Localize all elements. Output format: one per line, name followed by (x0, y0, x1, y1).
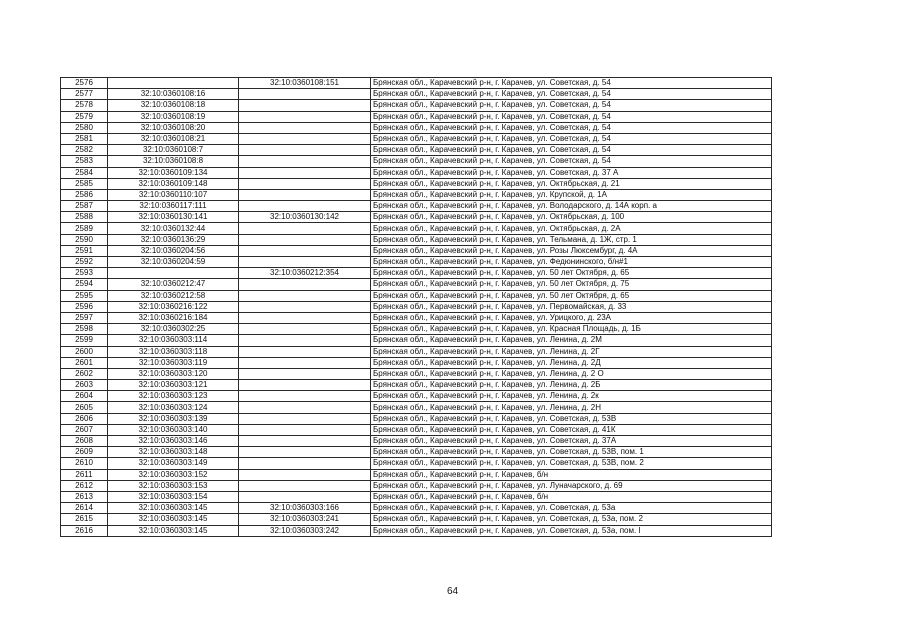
cadastral-number-cell: 32:10:0360136:29 (108, 234, 239, 245)
cadastral-number-cell: 32:10:0360108:8 (108, 156, 239, 167)
table-row (61, 312, 772, 323)
table-row (61, 212, 772, 223)
row-number-cell: 2615 (61, 514, 108, 525)
linked-cadastral-number-cell (239, 145, 371, 156)
address-cell: Брянская обл., Карачевский р-н, г. Карачев, ул. Октябрьская, д. 21 (371, 178, 772, 189)
row-number-cell: 2605 (61, 402, 108, 413)
table-row (61, 167, 772, 178)
row-number-cell: 2594 (61, 279, 108, 290)
address-cell: Брянская обл., Карачевский р-н, г. Карачев, ул. Советская, д. 53В, пом. 1 (371, 447, 772, 458)
table-row (61, 480, 772, 491)
address-cell: Брянская обл., Карачевский р-н, г. Карачев, ул. Советская, д. 54 (371, 156, 772, 167)
registry-table-body (61, 78, 772, 537)
table-row (61, 122, 772, 133)
linked-cadastral-number-cell (239, 245, 371, 256)
row-number-cell: 2588 (61, 212, 108, 223)
cadastral-number-cell: 32:10:0360303:145 (108, 514, 239, 525)
table-row (61, 335, 772, 346)
address-cell: Брянская обл., Карачевский р-н, г. Карачев, ул. Ленина, д. 2к (371, 391, 772, 402)
linked-cadastral-number-cell (239, 133, 371, 144)
table-row (61, 301, 772, 312)
linked-cadastral-number-cell (239, 167, 371, 178)
linked-cadastral-number-cell (239, 122, 371, 133)
table-row (61, 469, 772, 480)
cadastral-number-cell: 32:10:0360132:44 (108, 223, 239, 234)
address-cell: Брянская обл., Карачевский р-н, г. Карачев, ул. Володарского, д. 14А корп. а (371, 201, 772, 212)
table-row (61, 178, 772, 189)
linked-cadastral-number-cell (239, 346, 371, 357)
linked-cadastral-number-cell (239, 357, 371, 368)
linked-cadastral-number-cell (239, 178, 371, 189)
table-row (61, 503, 772, 514)
address-cell: Брянская обл., Карачевский р-н, г. Карачев, ул. Советская, д. 54 (371, 111, 772, 122)
table-row (61, 436, 772, 447)
address-cell: Брянская обл., Карачевский р-н, г. Карачев, ул. Красная Площадь, д. 1Б (371, 324, 772, 335)
address-cell: Брянская обл., Карачевский р-н, г. Карачев, ул. Октябрьская, д. 100 (371, 212, 772, 223)
linked-cadastral-number-cell (239, 480, 371, 491)
table-row (61, 346, 772, 357)
cadastral-number-cell: 32:10:0360303:123 (108, 391, 239, 402)
cadastral-number-cell: 32:10:0360303:154 (108, 491, 239, 502)
linked-cadastral-number-cell (239, 156, 371, 167)
cadastral-number-cell (108, 268, 239, 279)
address-cell: Брянская обл., Карачевский р-н, г. Карачев, ул. 50 лет Октября, д. 65 (371, 290, 772, 301)
table-row (61, 156, 772, 167)
cadastral-number-cell: 32:10:0360109:148 (108, 178, 239, 189)
cadastral-number-cell: 32:10:0360212:47 (108, 279, 239, 290)
table-row (61, 491, 772, 502)
row-number-cell: 2608 (61, 436, 108, 447)
table-row (61, 380, 772, 391)
address-cell: Брянская обл., Карачевский р-н, г. Карачев, ул. Луначарского, д. 69 (371, 480, 772, 491)
table-row (61, 525, 772, 536)
linked-cadastral-number-cell (239, 436, 371, 447)
address-cell: Брянская обл., Карачевский р-н, г. Карачев, ул. Первомайская, д. 33 (371, 301, 772, 312)
cadastral-number-cell: 32:10:0360303:119 (108, 357, 239, 368)
cadastral-number-cell: 32:10:0360204:56 (108, 245, 239, 256)
cadastral-number-cell: 32:10:0360108:19 (108, 111, 239, 122)
linked-cadastral-number-cell (239, 100, 371, 111)
row-number-cell: 2602 (61, 368, 108, 379)
cadastral-number-cell: 32:10:0360216:184 (108, 312, 239, 323)
address-cell: Брянская обл., Карачевский р-н, г. Карачев, ул. Ленина, д. 2Н (371, 402, 772, 413)
row-number-cell: 2604 (61, 391, 108, 402)
row-number-cell: 2614 (61, 503, 108, 514)
address-cell: Брянская обл., Карачевский р-н, г. Карачев, ул. Советская, д. 54 (371, 78, 772, 89)
linked-cadastral-number-cell (239, 301, 371, 312)
row-number-cell: 2606 (61, 413, 108, 424)
address-cell: Брянская обл., Карачевский р-н, г. Карачев, б/н (371, 491, 772, 502)
row-number-cell: 2610 (61, 458, 108, 469)
linked-cadastral-number-cell: 32:10:0360108:151 (239, 78, 371, 89)
address-cell: Брянская обл., Карачевский р-н, г. Карачев, ул. Крупской, д. 1А (371, 189, 772, 200)
cadastral-number-cell: 32:10:0360212:58 (108, 290, 239, 301)
cadastral-number-cell: 32:10:0360204:59 (108, 257, 239, 268)
cadastral-number-cell: 32:10:0360303:114 (108, 335, 239, 346)
cadastral-number-cell: 32:10:0360117:111 (108, 201, 239, 212)
row-number-cell: 2583 (61, 156, 108, 167)
row-number-cell: 2601 (61, 357, 108, 368)
address-cell: Брянская обл., Карачевский р-н, г. Карачев, ул. Советская, д. 53а, пом. 2 (371, 514, 772, 525)
row-number-cell: 2599 (61, 335, 108, 346)
linked-cadastral-number-cell (239, 380, 371, 391)
address-cell: Брянская обл., Карачевский р-н, г. Карачев, ул. Розы Люксембург, д. 4А (371, 245, 772, 256)
address-cell: Брянская обл., Карачевский р-н, г. Карачев, ул. 50 лет Октября, д. 75 (371, 279, 772, 290)
linked-cadastral-number-cell (239, 391, 371, 402)
address-cell: Брянская обл., Карачевский р-н, г. Карачев, ул. Советская, д. 53а (371, 503, 772, 514)
row-number-cell: 2591 (61, 245, 108, 256)
address-cell: Брянская обл., Карачевский р-н, г. Карачев, ул. Тельмана, д. 1Ж, стр. 1 (371, 234, 772, 245)
linked-cadastral-number-cell: 32:10:0360212:354 (239, 268, 371, 279)
cadastral-number-cell: 32:10:0360303:152 (108, 469, 239, 480)
row-number-cell: 2584 (61, 167, 108, 178)
table-row (61, 402, 772, 413)
row-number-cell: 2611 (61, 469, 108, 480)
linked-cadastral-number-cell: 32:10:0360303:242 (239, 525, 371, 536)
registry-table (60, 77, 772, 537)
linked-cadastral-number-cell (239, 111, 371, 122)
row-number-cell: 2587 (61, 201, 108, 212)
row-number-cell: 2582 (61, 145, 108, 156)
linked-cadastral-number-cell (239, 368, 371, 379)
cadastral-number-cell: 32:10:0360303:118 (108, 346, 239, 357)
linked-cadastral-number-cell: 32:10:0360303:166 (239, 503, 371, 514)
table-row (61, 234, 772, 245)
linked-cadastral-number-cell (239, 223, 371, 234)
row-number-cell: 2585 (61, 178, 108, 189)
cadastral-number-cell: 32:10:0360303:139 (108, 413, 239, 424)
row-number-cell: 2579 (61, 111, 108, 122)
cadastral-number-cell: 32:10:0360303:140 (108, 424, 239, 435)
table-row (61, 279, 772, 290)
row-number-cell: 2603 (61, 380, 108, 391)
cadastral-number-cell: 32:10:0360110:107 (108, 189, 239, 200)
linked-cadastral-number-cell: 32:10:0360303:241 (239, 514, 371, 525)
table-row (61, 201, 772, 212)
address-cell: Брянская обл., Карачевский р-н, г. Карачев, ул. Ленина, д. 2Г (371, 346, 772, 357)
address-cell: Брянская обл., Карачевский р-н, г. Карачев, ул. Советская, д. 41К (371, 424, 772, 435)
cadastral-number-cell: 32:10:0360130:141 (108, 212, 239, 223)
address-cell: Брянская обл., Карачевский р-н, г. Карачев, ул. Советская, д. 54 (371, 122, 772, 133)
row-number-cell: 2598 (61, 324, 108, 335)
row-number-cell: 2596 (61, 301, 108, 312)
table-row (61, 447, 772, 458)
table-row (61, 413, 772, 424)
address-cell: Брянская обл., Карачевский р-н, г. Карачев, ул. Октябрьская, д. 2А (371, 223, 772, 234)
table-row (61, 514, 772, 525)
linked-cadastral-number-cell (239, 413, 371, 424)
row-number-cell: 2613 (61, 491, 108, 502)
table-row (61, 368, 772, 379)
cadastral-number-cell: 32:10:0360303:149 (108, 458, 239, 469)
linked-cadastral-number-cell (239, 402, 371, 413)
cadastral-number-cell: 32:10:0360303:120 (108, 368, 239, 379)
linked-cadastral-number-cell (239, 312, 371, 323)
address-cell: Брянская обл., Карачевский р-н, г. Карачев, ул. Советская, д. 53В (371, 413, 772, 424)
cadastral-number-cell: 32:10:0360303:121 (108, 380, 239, 391)
cadastral-number-cell: 32:10:0360216:122 (108, 301, 239, 312)
cadastral-number-cell: 32:10:0360303:153 (108, 480, 239, 491)
table-row (61, 89, 772, 100)
table-row (61, 257, 772, 268)
row-number-cell: 2590 (61, 234, 108, 245)
table-row (61, 290, 772, 301)
table-row (61, 324, 772, 335)
address-cell: Брянская обл., Карачевский р-н, г. Карачев, ул. Ленина, д. 2Б (371, 380, 772, 391)
cadastral-number-cell: 32:10:0360108:21 (108, 133, 239, 144)
address-cell: Брянская обл., Карачевский р-н, г. Карачев, ул. Советская, д. 37А (371, 436, 772, 447)
linked-cadastral-number-cell: 32:10:0360130:142 (239, 212, 371, 223)
table-row (61, 111, 772, 122)
address-cell: Брянская обл., Карачевский р-н, г. Карачев, ул. Советская, д. 54 (371, 133, 772, 144)
address-cell: Брянская обл., Карачевский р-н, г. Карачев, ул. Ленина, д. 2 О (371, 368, 772, 379)
table-row (61, 268, 772, 279)
row-number-cell: 2592 (61, 257, 108, 268)
table-row (61, 391, 772, 402)
table-row (61, 78, 772, 89)
page-number: 64 (446, 586, 459, 597)
cadastral-number-cell: 32:10:0360303:145 (108, 525, 239, 536)
linked-cadastral-number-cell (239, 189, 371, 200)
row-number-cell: 2576 (61, 78, 108, 89)
table-row (61, 357, 772, 368)
row-number-cell: 2616 (61, 525, 108, 536)
row-number-cell: 2589 (61, 223, 108, 234)
table-row (61, 223, 772, 234)
row-number-cell: 2600 (61, 346, 108, 357)
row-number-cell: 2577 (61, 89, 108, 100)
table-row (61, 189, 772, 200)
linked-cadastral-number-cell (239, 290, 371, 301)
address-cell: Брянская обл., Карачевский р-н, г. Карачев, ул. Федюнинского, б/н#1 (371, 257, 772, 268)
linked-cadastral-number-cell (239, 491, 371, 502)
cadastral-number-cell: 32:10:0360108:16 (108, 89, 239, 100)
address-cell: Брянская обл., Карачевский р-н, г. Карачев, ул. Урицкого, д. 23А (371, 312, 772, 323)
row-number-cell: 2581 (61, 133, 108, 144)
linked-cadastral-number-cell (239, 335, 371, 346)
table-row (61, 245, 772, 256)
linked-cadastral-number-cell (239, 257, 371, 268)
linked-cadastral-number-cell (239, 279, 371, 290)
cadastral-number-cell: 32:10:0360108:7 (108, 145, 239, 156)
cadastral-number-cell: 32:10:0360302:25 (108, 324, 239, 335)
table-row (61, 100, 772, 111)
row-number-cell: 2607 (61, 424, 108, 435)
table-row (61, 133, 772, 144)
linked-cadastral-number-cell (239, 424, 371, 435)
cadastral-number-cell: 32:10:0360303:124 (108, 402, 239, 413)
address-cell: Брянская обл., Карачевский р-н, г. Карачев, ул. 50 лет Октября, д. 65 (371, 268, 772, 279)
table-row (61, 145, 772, 156)
row-number-cell: 2580 (61, 122, 108, 133)
address-cell: Брянская обл., Карачевский р-н, г. Карачев, ул. Советская, д. 53В, пом. 2 (371, 458, 772, 469)
address-cell: Брянская обл., Карачевский р-н, г. Карачев, ул. Советская, д. 54 (371, 100, 772, 111)
linked-cadastral-number-cell (239, 458, 371, 469)
row-number-cell: 2612 (61, 480, 108, 491)
address-cell: Брянская обл., Карачевский р-н, г. Карачев, ул. Советская, д. 53а, пом. I (371, 525, 772, 536)
cadastral-number-cell: 32:10:0360303:148 (108, 447, 239, 458)
cadastral-number-cell: 32:10:0360303:146 (108, 436, 239, 447)
cadastral-number-cell: 32:10:0360108:20 (108, 122, 239, 133)
cadastral-number-cell: 32:10:0360109:134 (108, 167, 239, 178)
row-number-cell: 2609 (61, 447, 108, 458)
row-number-cell: 2578 (61, 100, 108, 111)
address-cell: Брянская обл., Карачевский р-н, г. Карачев, ул. Ленина, д. 2Д (371, 357, 772, 368)
linked-cadastral-number-cell (239, 447, 371, 458)
linked-cadastral-number-cell (239, 469, 371, 480)
row-number-cell: 2597 (61, 312, 108, 323)
address-cell: Брянская обл., Карачевский р-н, г. Карачев, б/н (371, 469, 772, 480)
row-number-cell: 2586 (61, 189, 108, 200)
linked-cadastral-number-cell (239, 201, 371, 212)
table-row (61, 458, 772, 469)
address-cell: Брянская обл., Карачевский р-н, г. Карачев, ул. Советская, д. 37 А (371, 167, 772, 178)
row-number-cell: 2595 (61, 290, 108, 301)
linked-cadastral-number-cell (239, 89, 371, 100)
row-number-cell: 2593 (61, 268, 108, 279)
address-cell: Брянская обл., Карачевский р-н, г. Карачев, ул. Советская, д. 54 (371, 89, 772, 100)
cadastral-number-cell (108, 78, 239, 89)
linked-cadastral-number-cell (239, 324, 371, 335)
cadastral-number-cell: 32:10:0360303:145 (108, 503, 239, 514)
address-cell: Брянская обл., Карачевский р-н, г. Карачев, ул. Советская, д. 54 (371, 145, 772, 156)
cadastral-number-cell: 32:10:0360108:18 (108, 100, 239, 111)
table-row (61, 424, 772, 435)
address-cell: Брянская обл., Карачевский р-н, г. Карачев, ул. Ленина, д. 2М (371, 335, 772, 346)
linked-cadastral-number-cell (239, 234, 371, 245)
